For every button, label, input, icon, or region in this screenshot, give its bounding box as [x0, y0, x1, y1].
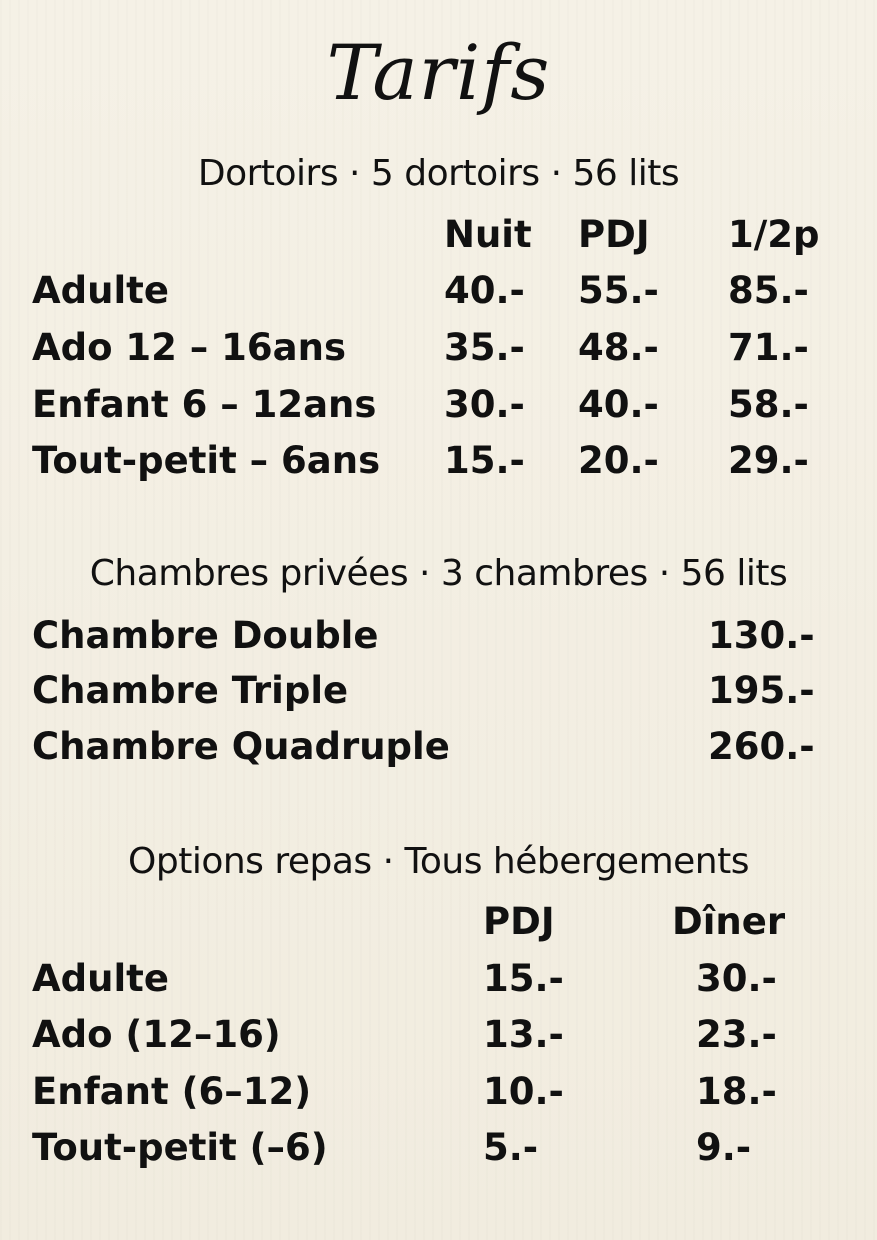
- row-label: Chambre Triple: [32, 669, 349, 712]
- price-nuit: 35.-: [444, 326, 525, 369]
- repas-row-adulte: [0, 954, 877, 1004]
- price-pdj: 5.-: [483, 1126, 539, 1169]
- price-pdj: 15.-: [483, 957, 564, 1000]
- price-chambre: 130.-: [708, 614, 815, 657]
- column-header-diner: Dîner: [672, 900, 786, 943]
- dortoirs-row-enfant: [0, 380, 877, 430]
- price-nuit: 40.-: [444, 269, 525, 312]
- price-demi-pension: 29.-: [728, 439, 809, 482]
- price-pdj: 20.-: [578, 439, 659, 482]
- dortoirs-row-tout-petit: [0, 436, 877, 486]
- row-label: Ado 12 – 16ans: [32, 326, 346, 369]
- price-nuit: 30.-: [444, 383, 525, 426]
- price-demi-pension: 85.-: [728, 269, 809, 312]
- column-header-pdj: PDJ: [483, 900, 555, 943]
- row-label: Tout-petit (–6): [32, 1126, 328, 1169]
- column-header-pdj: PDJ: [578, 213, 650, 256]
- price-pdj: 40.-: [578, 383, 659, 426]
- price-pdj: 13.-: [483, 1013, 564, 1056]
- dortoirs-heading: Dortoirs · 5 dortoirs · 56 lits: [197, 153, 680, 194]
- price-pdj: 48.-: [578, 326, 659, 369]
- price-pdj: 55.-: [578, 269, 659, 312]
- row-label: Chambre Quadruple: [32, 725, 450, 768]
- price-diner: 30.-: [696, 957, 777, 1000]
- price-nuit: 15.-: [444, 439, 525, 482]
- price-pdj: 10.-: [483, 1070, 564, 1113]
- price-diner: 9.-: [696, 1126, 752, 1169]
- price-chambre: 260.-: [708, 725, 815, 768]
- chambres-row-quadruple: [0, 722, 877, 772]
- repas-row-ado: [0, 1010, 877, 1060]
- page-title: Tarifs: [326, 28, 551, 117]
- price-diner: 18.-: [696, 1070, 777, 1113]
- chambres-row-double: [0, 611, 877, 661]
- row-label: Adulte: [32, 269, 169, 312]
- row-label: Ado (12–16): [32, 1013, 281, 1056]
- price-demi-pension: 71.-: [728, 326, 809, 369]
- chambres-heading: Chambres privées · 3 chambres · 56 lits: [89, 553, 788, 594]
- repas-column-headers: [0, 897, 877, 947]
- chambres-row-triple: [0, 666, 877, 716]
- row-label: Enfant 6 – 12ans: [32, 383, 377, 426]
- row-label: Enfant (6–12): [32, 1070, 312, 1113]
- row-label: Tout-petit – 6ans: [32, 439, 381, 482]
- row-label: Chambre Double: [32, 614, 379, 657]
- price-demi-pension: 58.-: [728, 383, 809, 426]
- price-diner: 23.-: [696, 1013, 777, 1056]
- dortoirs-row-ado: [0, 323, 877, 373]
- repas-heading: Options repas · Tous hébergements: [128, 841, 749, 882]
- repas-row-tout-petit: [0, 1123, 877, 1173]
- dortoirs-column-headers: [0, 210, 877, 260]
- price-chambre: 195.-: [708, 669, 815, 712]
- repas-row-enfant: [0, 1067, 877, 1117]
- column-header-nuit: Nuit: [444, 213, 532, 256]
- column-header-demi-pension: 1/2p: [728, 213, 820, 256]
- row-label: Adulte: [32, 957, 169, 1000]
- dortoirs-row-adulte: [0, 266, 877, 316]
